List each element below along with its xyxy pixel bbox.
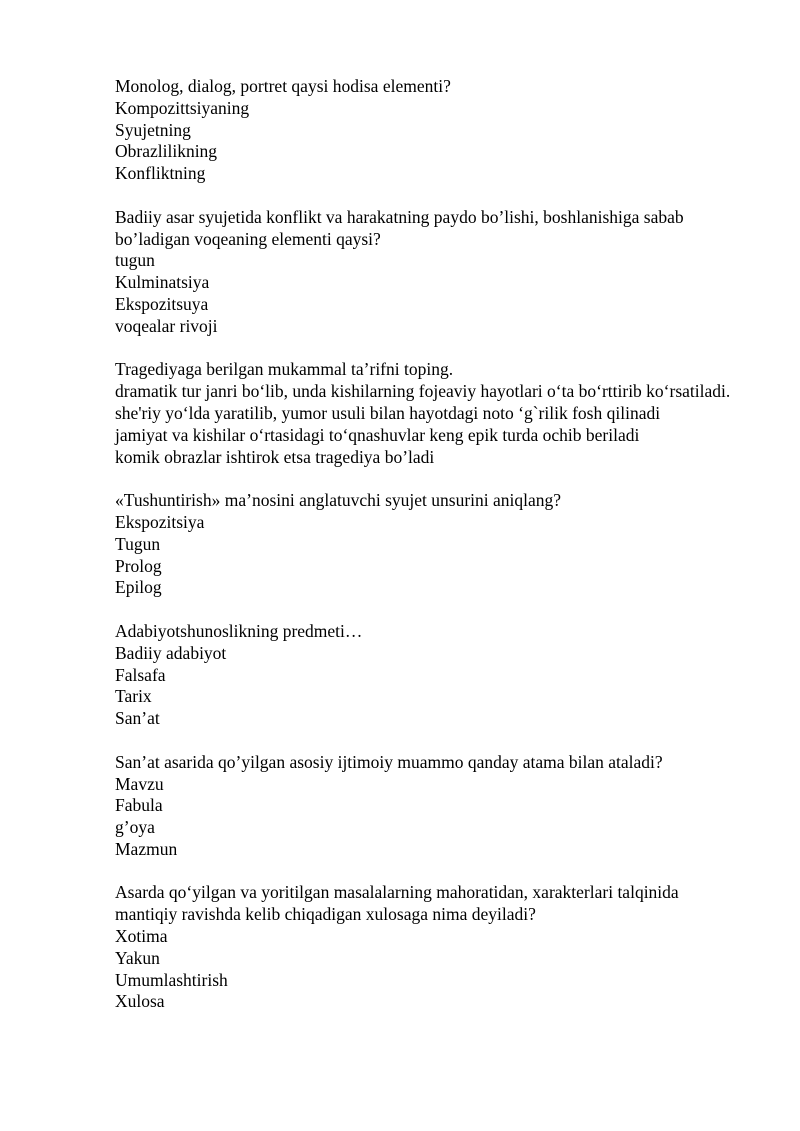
answer-option: she'riy yo‘lda yaratilib, yumor usuli bilan hayotdagi noto ‘g`rilik fosh qilinadi bbox=[115, 402, 661, 423]
question-block bbox=[115, 490, 735, 599]
question-text: Tragediyaga berilgan mukammal ta’rifni toping. bbox=[115, 359, 454, 380]
answer-option: Mavzu bbox=[115, 773, 164, 794]
answer-option: Kompozittsiyaning bbox=[115, 97, 250, 118]
answer-option: Epilog bbox=[115, 577, 162, 598]
answer-option: voqealar rivoji bbox=[115, 315, 218, 336]
answer-option: Umumlashtirish bbox=[115, 969, 228, 990]
answer-option: Syujetning bbox=[115, 119, 191, 140]
question-text: Badiiy asar syujetida konflikt va harakatning paydo bo’lishi, boshlanishiga sabab bo’ladigan voqeaning elementi qaysi? bbox=[115, 206, 684, 249]
answer-option: Obrazlilikning bbox=[115, 141, 218, 162]
document-page bbox=[115, 76, 735, 1035]
question-block bbox=[115, 621, 735, 730]
question-block bbox=[115, 882, 735, 1013]
answer-option: dramatik tur janri bo‘lib, unda kishilarning fojeaviy hayotlari o‘ta bo‘rttirib ko‘rsatiladi. bbox=[115, 381, 731, 402]
answer-option: Prolog bbox=[115, 555, 162, 576]
answer-option: Ekspozitsuya bbox=[115, 293, 209, 314]
question-text: San’at asarida qo’yilgan asosiy ijtimoiy muammo qanday atama bilan ataladi? bbox=[115, 751, 663, 772]
answer-option: Ekspozitsiya bbox=[115, 511, 205, 532]
answer-option: Xotima bbox=[115, 926, 168, 947]
answer-option: Tugun bbox=[115, 533, 161, 554]
question-text: Monolog, dialog, portret qaysi hodisa elementi? bbox=[115, 76, 451, 96]
question-text: Asarda qo‘yilgan va yoritilgan masalalarning mahoratidan, xarakterlari talqinida mantiqiy ravishda kelib chiqadigan xulosaga nima deyiladi? bbox=[115, 882, 679, 925]
question-text: Adabiyotshunoslikning predmeti… bbox=[115, 620, 363, 641]
answer-option: komik obrazlar ishtirok etsa tragediya bo’ladi bbox=[115, 446, 435, 467]
answer-option: Fabula bbox=[115, 795, 163, 816]
answer-option: jamiyat va kishilar o‘rtasidagi to‘qnashuvlar keng epik turda ochib beriladi bbox=[115, 424, 640, 445]
answer-option: Falsafa bbox=[115, 664, 166, 685]
question-block bbox=[115, 207, 735, 338]
answer-option: g’oya bbox=[115, 817, 155, 838]
answer-option: Yakun bbox=[115, 947, 160, 968]
question-block bbox=[115, 359, 735, 468]
answer-option: tugun bbox=[115, 250, 155, 271]
answer-option: Badiiy adabiyot bbox=[115, 642, 227, 663]
answer-option: San’at bbox=[115, 708, 160, 729]
answer-option: Xulosa bbox=[115, 991, 165, 1012]
question-block bbox=[115, 752, 735, 861]
answer-option: Kulminatsiya bbox=[115, 272, 210, 293]
answer-option: Mazmun bbox=[115, 838, 178, 859]
question-text: «Tushuntirish» ma’nosini anglatuvchi syujet unsurini aniqlang? bbox=[115, 490, 562, 511]
answer-option: Tarix bbox=[115, 686, 152, 707]
question-block bbox=[115, 76, 735, 185]
answer-option: Konfliktning bbox=[115, 163, 206, 184]
